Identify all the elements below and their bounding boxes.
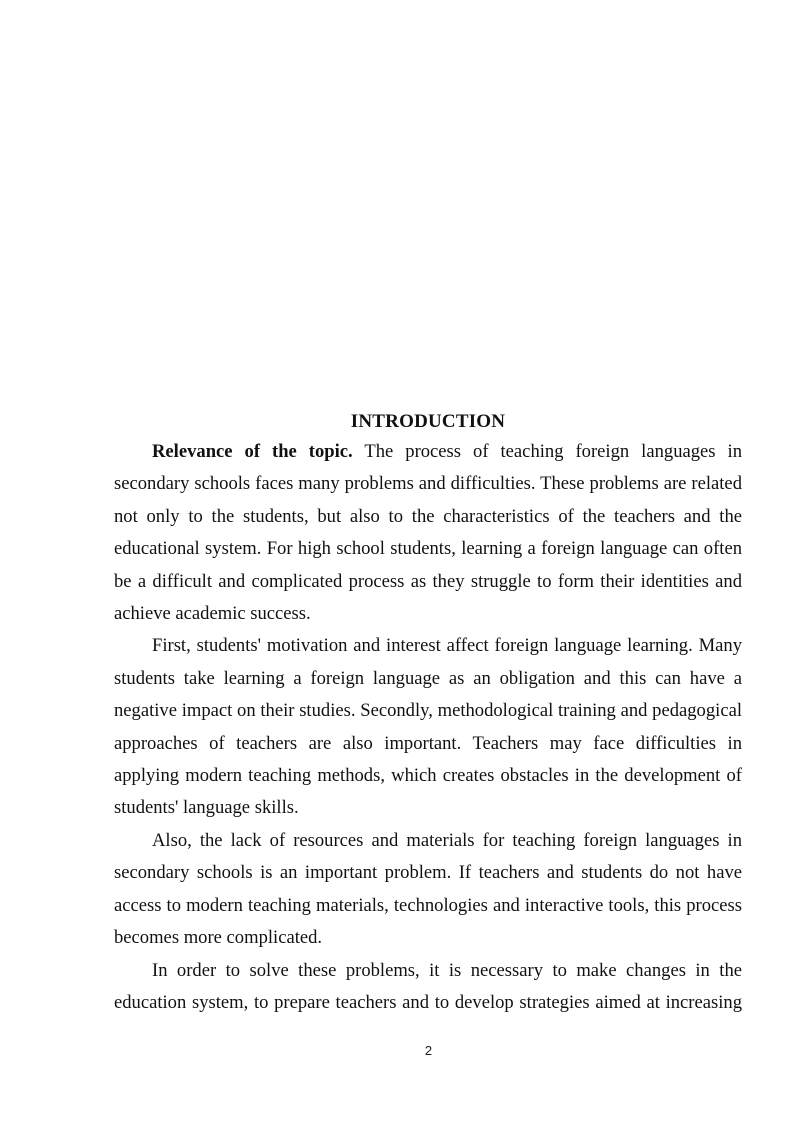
page-number: 2 — [424, 1043, 433, 1058]
paragraph-solutions: In order to solve these problems, it is necessary to make changes in the education system, to prepare teachers and to develop strategies aimed at increasing — [114, 959, 742, 1013]
section-heading: INTRODUCTION — [350, 411, 506, 432]
paragraph-motivation: First, students' motivation and interest affect foreign language learning. Many students take learning a foreign language as an obligation and this can have a negative impact on their studies. Secondly, methodological training and pedagogical approaches of teachers are also important. Teachers may face difficulties in applying modern teaching methods, which creates obstacles in the development of students' language skills. — [114, 635, 742, 819]
paragraph-text: The process of teaching foreign languages in secondary schools faces many problems and difficulties. These problems are related not only to the students, but also to the characteristics of the teachers and the educational system. For high school students, learning a foreign language can often be a difficult and complicated process as they struggle to form their identities and achieve academic success. — [114, 441, 742, 625]
paragraph-lead: Relevance of the topic. — [152, 441, 353, 462]
paragraph-relevance — [114, 436, 742, 630]
paragraph-resources: Also, the lack of resources and materials for teaching foreign languages in secondary schools is an important problem. If teachers and students do not have access to modern teaching materials, technologies and interactive tools, this process becomes more complicated. — [114, 829, 742, 949]
page-body — [114, 408, 742, 1019]
